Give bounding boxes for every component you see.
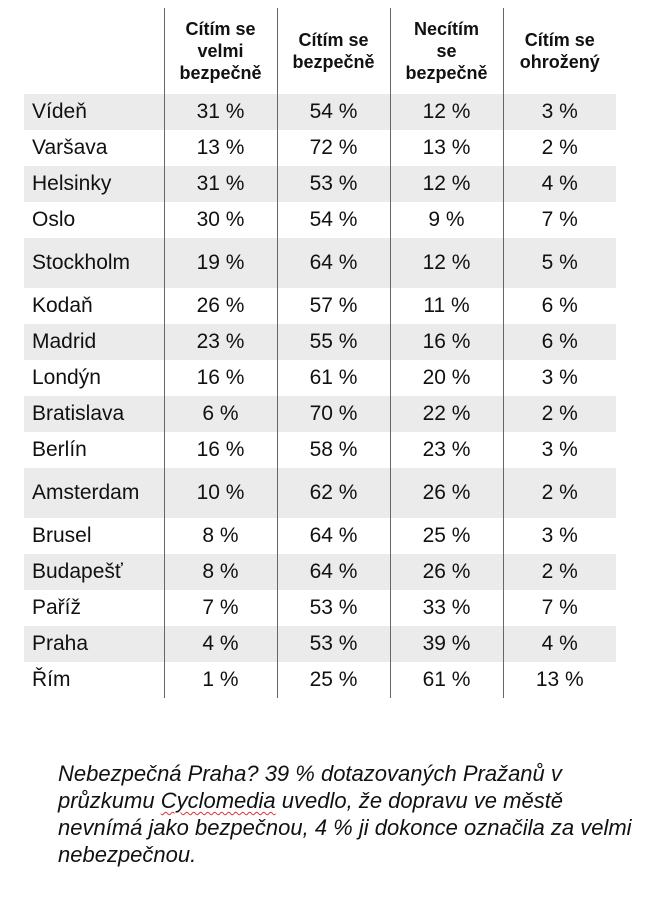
table-row xyxy=(24,324,616,360)
value-cell: 30 % xyxy=(164,202,277,238)
value-cell: 2 % xyxy=(503,396,616,432)
table-row xyxy=(24,238,616,288)
header-line: se xyxy=(436,41,457,61)
value-cell: 25 % xyxy=(277,662,390,698)
value-cell: 12 % xyxy=(390,238,503,288)
caption-text-1: Nebezpečná Praha? 39 % dotazovaných Pražanů v průzkumu xyxy=(58,761,562,813)
value-cell: 9 % xyxy=(390,202,503,238)
value-cell: 26 % xyxy=(390,554,503,590)
value-cell: 58 % xyxy=(277,432,390,468)
table-row xyxy=(24,288,616,324)
value-cell: 1 % xyxy=(164,662,277,698)
city-cell: Praha xyxy=(24,626,164,662)
value-cell: 4 % xyxy=(503,166,616,202)
city-cell: Budapešť xyxy=(24,554,164,590)
header-line: ohrožený xyxy=(519,52,600,72)
table-row xyxy=(24,518,616,554)
table-row xyxy=(24,166,616,202)
header-line: velmi xyxy=(197,41,244,61)
value-cell: 13 % xyxy=(164,130,277,166)
city-cell: Berlín xyxy=(32,438,87,461)
value-cell: 10 % xyxy=(164,468,277,518)
value-cell: 3 % xyxy=(503,94,616,130)
table-row xyxy=(24,432,616,468)
value-cell: 7 % xyxy=(503,202,616,238)
header-line: Cítím se xyxy=(298,30,369,50)
value-cell: 16 % xyxy=(390,324,503,360)
value-cell: 33 % xyxy=(390,590,503,626)
table-row xyxy=(24,130,616,166)
value-cell: 8 % xyxy=(164,554,277,590)
value-cell: 53 % xyxy=(277,590,390,626)
table-row xyxy=(24,202,616,238)
value-cell: 54 % xyxy=(277,94,390,130)
city-cell: Bratislava xyxy=(24,396,164,432)
value-cell: 54 % xyxy=(277,202,390,238)
value-cell: 31 % xyxy=(164,94,277,130)
table-row xyxy=(24,554,616,590)
value-cell: 6 % xyxy=(503,288,616,324)
header-very-safe xyxy=(164,8,277,94)
table-row xyxy=(24,396,616,432)
table-row xyxy=(24,360,616,396)
city-cell: Brusel xyxy=(32,524,92,547)
value-cell: 13 % xyxy=(503,662,616,698)
table-row xyxy=(24,94,616,130)
city-cell: Vídeň xyxy=(24,94,164,130)
value-cell: 4 % xyxy=(503,626,616,662)
header-line: bezpečně xyxy=(292,52,375,72)
value-cell: 2 % xyxy=(503,554,616,590)
city-cell: Amsterdam xyxy=(24,468,164,518)
city-cell: Madrid xyxy=(24,324,164,360)
city-cell: Paříž xyxy=(32,596,82,619)
value-cell: 53 % xyxy=(277,626,390,662)
value-cell: 2 % xyxy=(503,468,616,518)
value-cell: 62 % xyxy=(277,468,390,518)
value-cell: 25 % xyxy=(390,518,503,554)
city-cell: Helsinky xyxy=(24,166,164,202)
header-line: Necítím xyxy=(413,19,480,39)
value-cell: 16 % xyxy=(164,360,277,396)
value-cell: 11 % xyxy=(390,288,503,324)
value-cell: 57 % xyxy=(277,288,390,324)
value-cell: 16 % xyxy=(164,432,277,468)
value-cell: 64 % xyxy=(277,238,390,288)
value-cell: 4 % xyxy=(164,626,277,662)
header-line: Cítím se xyxy=(185,19,256,39)
survey-table xyxy=(24,8,616,698)
city-cell: Kodaň xyxy=(32,294,93,317)
city-cell: Stockholm xyxy=(24,238,164,288)
value-cell: 61 % xyxy=(277,360,390,396)
caption-text-2: uvedlo, že dopravu ve městě nevnímá jako bezpečnou, 4 % ji dokonce označila za velmi nebezpečnou. xyxy=(58,788,632,867)
header-line: bezpečně xyxy=(179,63,262,83)
value-cell: 12 % xyxy=(390,166,503,202)
table-row xyxy=(24,468,616,518)
value-cell: 70 % xyxy=(277,396,390,432)
header-safe xyxy=(277,8,390,94)
value-cell: 64 % xyxy=(277,554,390,590)
value-cell: 7 % xyxy=(503,590,616,626)
value-cell: 5 % xyxy=(503,238,616,288)
header-line: Cítím se xyxy=(524,30,595,50)
city-cell: Varšava xyxy=(32,136,108,159)
value-cell: 23 % xyxy=(164,324,277,360)
value-cell: 20 % xyxy=(390,360,503,396)
header-city xyxy=(24,8,164,94)
table-row xyxy=(24,662,616,698)
value-cell: 61 % xyxy=(390,662,503,698)
city-cell: Oslo xyxy=(32,208,76,231)
value-cell: 13 % xyxy=(390,130,503,166)
value-cell: 6 % xyxy=(503,324,616,360)
value-cell: 26 % xyxy=(390,468,503,518)
header-row xyxy=(24,8,616,94)
caption-brand: Cyclomedia xyxy=(160,788,276,813)
city-cell: Řím xyxy=(32,668,71,691)
value-cell: 3 % xyxy=(503,360,616,396)
value-cell: 7 % xyxy=(164,590,277,626)
header-not-safe xyxy=(390,8,503,94)
table-row xyxy=(24,626,616,662)
value-cell: 8 % xyxy=(164,518,277,554)
value-cell: 6 % xyxy=(164,396,277,432)
value-cell: 64 % xyxy=(277,518,390,554)
value-cell: 19 % xyxy=(164,238,277,288)
value-cell: 3 % xyxy=(503,432,616,468)
table-row xyxy=(24,590,616,626)
value-cell: 55 % xyxy=(277,324,390,360)
value-cell: 39 % xyxy=(390,626,503,662)
value-cell: 26 % xyxy=(164,288,277,324)
value-cell: 72 % xyxy=(277,130,390,166)
value-cell: 2 % xyxy=(503,130,616,166)
header-line: bezpečně xyxy=(405,63,488,83)
value-cell: 3 % xyxy=(503,518,616,554)
value-cell: 23 % xyxy=(390,432,503,468)
value-cell: 31 % xyxy=(164,166,277,202)
header-threatened xyxy=(503,8,616,94)
value-cell: 53 % xyxy=(277,166,390,202)
value-cell: 12 % xyxy=(390,94,503,130)
table-body xyxy=(24,94,616,698)
caption xyxy=(58,760,648,868)
city-cell: Londýn xyxy=(32,366,101,389)
value-cell: 22 % xyxy=(390,396,503,432)
